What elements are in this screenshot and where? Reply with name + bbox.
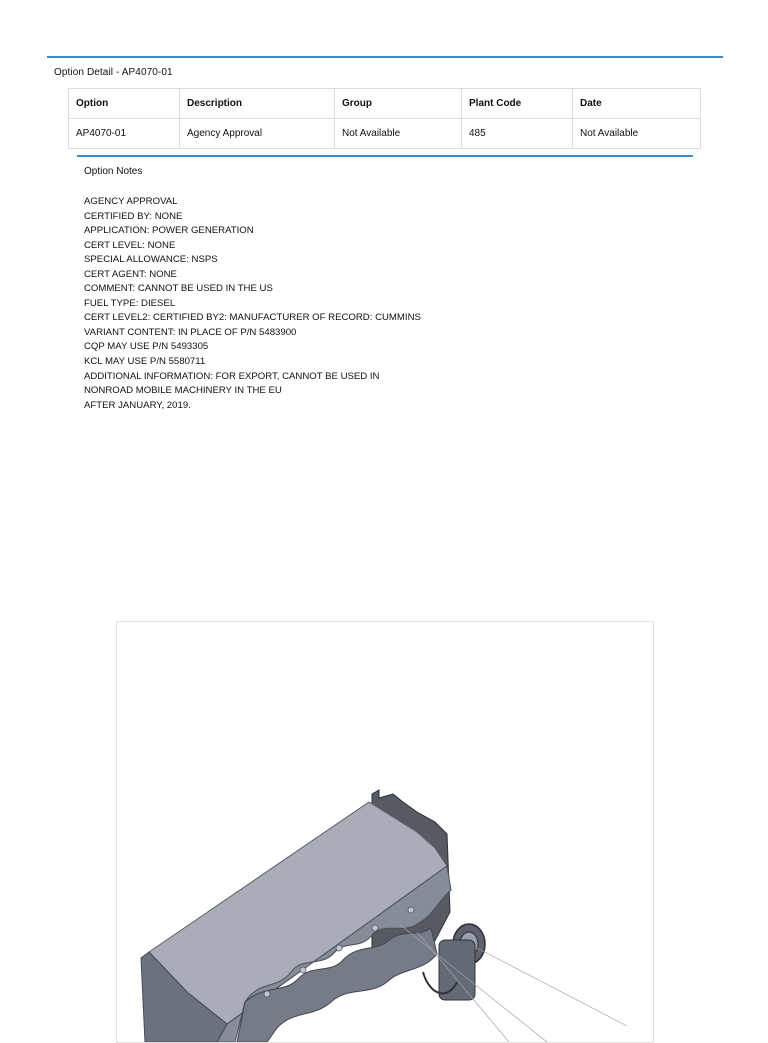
column-header-option: Option <box>69 89 180 119</box>
note-line: CERT LEVEL: NONE <box>84 239 176 251</box>
note-line: SPECIAL ALLOWANCE: NSPS <box>84 254 218 266</box>
cell-date: Not Available <box>573 119 701 149</box>
cell-option: AP4070-01 <box>69 119 180 149</box>
section-divider <box>47 56 723 58</box>
engine-illustration <box>117 622 653 1042</box>
cell-description: Agency Approval <box>180 119 335 149</box>
engine-image-frame <box>116 621 654 1043</box>
note-line: CERTIFIED BY: NONE <box>84 210 183 222</box>
note-line: AFTER JANUARY, 2019. <box>84 399 191 411</box>
option-notes-list <box>84 195 421 413</box>
cell-group: Not Available <box>335 119 462 149</box>
option-detail-title: Option Detail - AP4070-01 <box>54 67 173 78</box>
column-header-description: Description <box>180 89 335 119</box>
note-line: ADDITIONAL INFORMATION: FOR EXPORT, CANNOT BE USED IN <box>84 370 380 382</box>
column-header-date: Date <box>573 89 701 119</box>
option-detail-table <box>68 88 701 149</box>
column-header-group: Group <box>335 89 462 119</box>
note-line: KCL MAY USE P/N 5580711 <box>84 356 206 368</box>
notes-divider <box>77 155 693 157</box>
note-line: CERT LEVEL2: CERTIFIED BY2: MANUFACTURER OF RECORD: CUMMINS <box>84 312 421 324</box>
note-line: AGENCY APPROVAL <box>84 196 178 207</box>
table-header-row <box>69 89 701 119</box>
note-line: VARIANT CONTENT: IN PLACE OF P/N 5483900 <box>84 326 297 338</box>
note-line: APPLICATION: POWER GENERATION <box>84 225 254 237</box>
note-line: CQP MAY USE P/N 5493305 <box>84 341 209 353</box>
note-line: NONROAD MOBILE MACHINERY IN THE EU <box>84 385 282 397</box>
note-line: COMMENT: CANNOT BE USED IN THE US <box>84 283 273 295</box>
note-line: FUEL TYPE: DIESEL <box>84 297 176 309</box>
table-row <box>69 119 701 149</box>
note-line: CERT AGENT: NONE <box>84 268 177 280</box>
option-notes-title: Option Notes <box>84 166 143 177</box>
cell-plant-code: 485 <box>462 119 573 149</box>
column-header-plant-code: Plant Code <box>462 89 573 119</box>
